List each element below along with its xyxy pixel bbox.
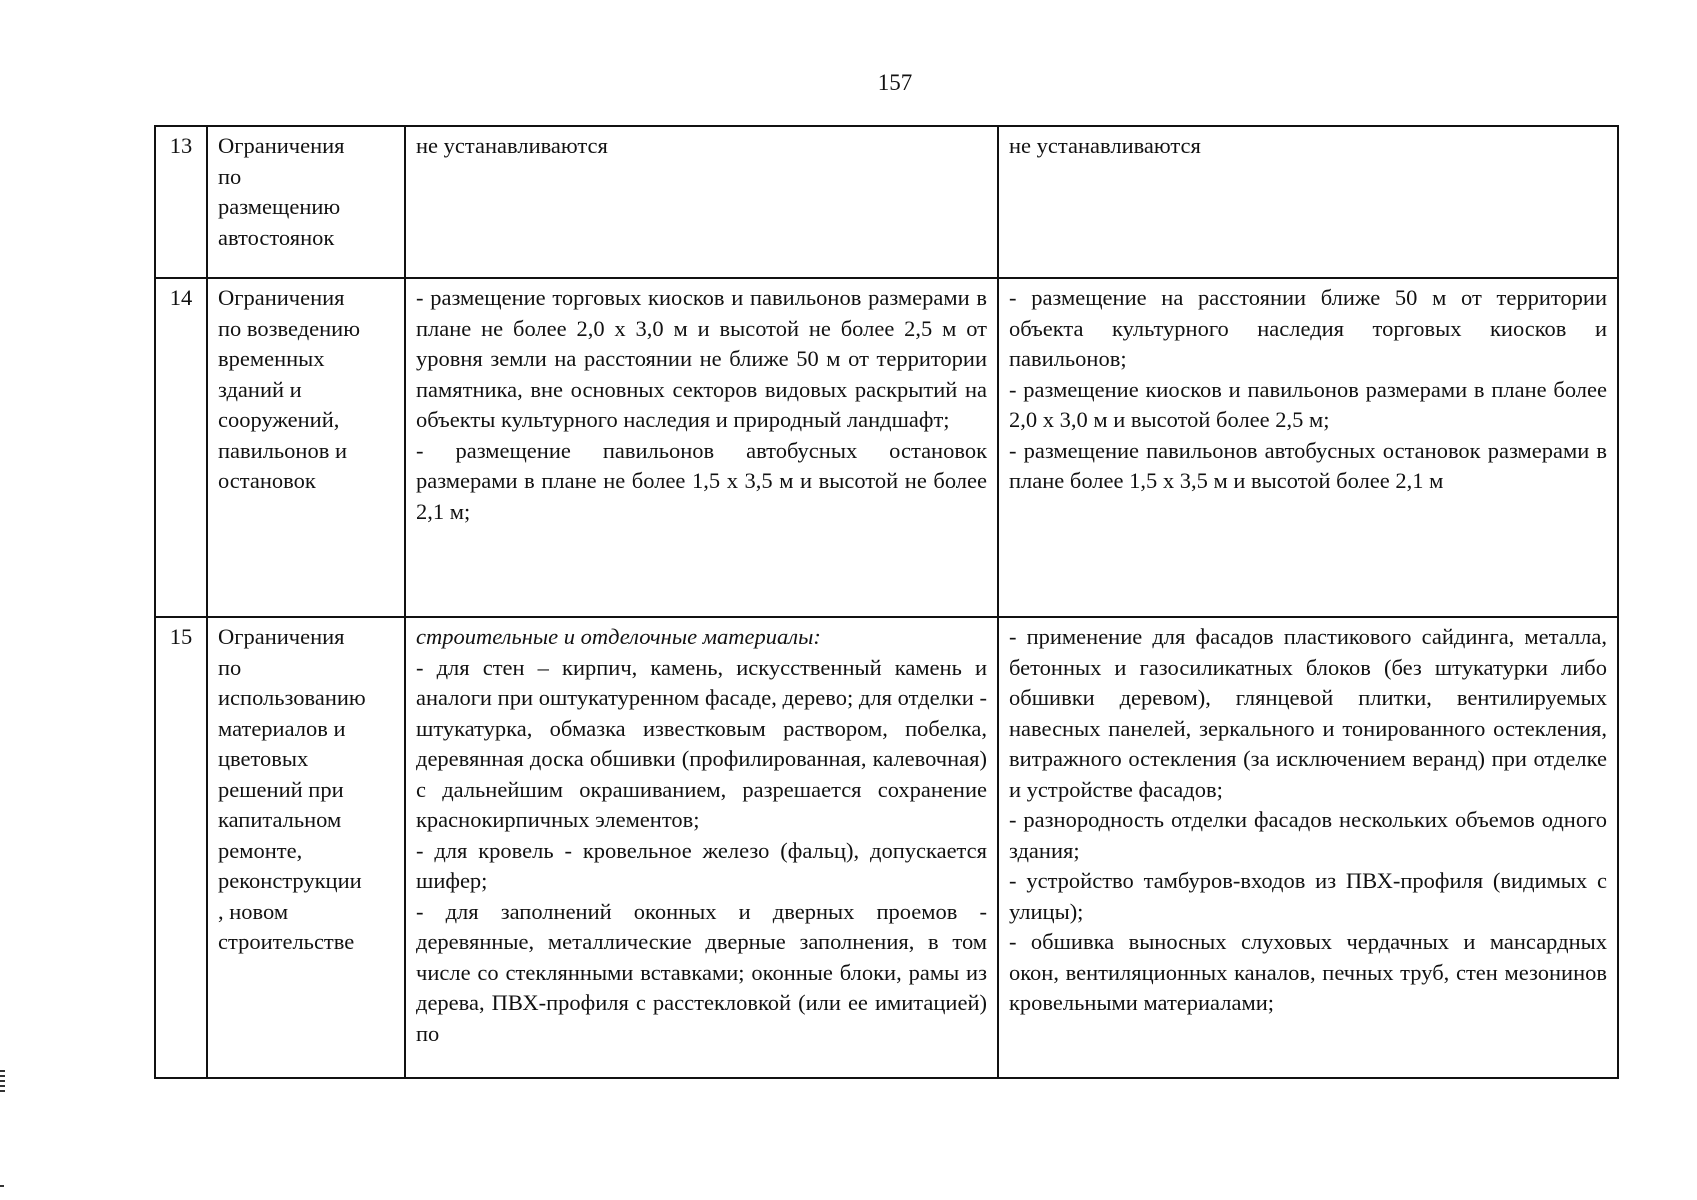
prohibited-text: не устанавливаются [1009, 133, 1201, 158]
allowed-text: не устанавливаются [416, 133, 608, 158]
allowed-paragraph: - размещение торговых киосков и павильонов размерами в плане не более 2,0 х 3,0 м и высотой не более 2,5 м от уровня земли на расстоянии не ближе 50 м от территории памятника, вне основных секторов видовых раскрытий на объекты культурного наследия и природный ландшафт; [416, 285, 987, 432]
name-line: материалов и [218, 715, 346, 741]
name-line: автостоянок [218, 224, 335, 250]
allowed-paragraph: - для стен – кирпич, камень, искусственный камень и аналоги при оштукатуренном фасаде, дерево; для отделки - штукатурка, обмазка известковым раствором, побелка, деревянная доска обшивки (профилированная, калевочная) с дальнейшим окрашиванием, разрешается сохранение краснокирпичных элементов; [416, 654, 987, 832]
table-row-13 [155, 126, 1618, 278]
allowed-cell [405, 126, 998, 278]
restrictions-table [154, 125, 1619, 1079]
name-line: Ограничения [218, 285, 345, 310]
page-number: 157 [877, 70, 913, 95]
restriction-name [207, 278, 405, 617]
table-row-15 [155, 617, 1618, 1078]
name-line: павильонов и [218, 437, 348, 463]
name-line: размещению [218, 194, 341, 219]
name-line: по [218, 163, 242, 189]
name-line: использованию [218, 685, 366, 710]
allowed-paragraph: - для заполнений оконных и дверных проемов - деревянные, металлические дверные заполнения, в том числе со стеклянными вставками; оконные блоки, рамы из дерева, ПВХ-профиля с расстекловкой (или ее имитацией) по [416, 898, 987, 1046]
name-line: реконструкции [218, 868, 362, 893]
row-number: 15 [155, 617, 207, 1078]
name-line: остановок [218, 468, 316, 493]
name-line: сооружений, [218, 407, 340, 432]
row-number: 13 [155, 126, 207, 278]
prohibited-paragraph: - применение для фасадов пластикового сайдинга, металла, бетонных и газосиликатных блоков (без штукатурки либо обшивки деревом), глянцевой плитки, вентилируемых навесных панелей, зеркального и тонированного остекления, витражного остекления (за исключением веранд) при отделке и устройстве фасадов; [1009, 624, 1607, 802]
name-line: временных [218, 346, 325, 371]
materials-heading: строительные и отделочные материалы: [416, 624, 821, 649]
name-line: , новом [218, 898, 289, 924]
row-number: 14 [155, 278, 207, 617]
prohibited-paragraph: - разнородность отделки фасадов нескольких объемов одного здания; [1009, 807, 1607, 863]
name-line: Ограничения [218, 133, 345, 158]
margin-marks [0, 1070, 6, 1095]
table-row-14 [155, 278, 1618, 617]
name-line: капитальном [218, 807, 342, 832]
name-line: цветовых [218, 746, 309, 771]
name-line: по [218, 654, 242, 680]
name-line: ремонте, [218, 837, 303, 863]
name-line: Ограничения [218, 624, 345, 649]
allowed-cell [405, 617, 998, 1078]
restriction-name [207, 617, 405, 1078]
prohibited-paragraph: - обшивка выносных слуховых чердачных и мансардных окон, вентиляционных каналов, печных труб, стен мезонинов кровельными материалами; [1009, 929, 1607, 1015]
name-line: зданий и [218, 376, 302, 402]
allowed-paragraph: - для кровель - кровельное железо (фальц), допускается шифер; [416, 837, 987, 893]
name-line: по возведению [218, 315, 361, 341]
name-line: строительстве [218, 929, 355, 954]
prohibited-paragraph: - размещение киосков и павильонов размерами в плане более 2,0 х 3,0 м и высотой более 2,5 м; [1009, 376, 1607, 432]
prohibited-paragraph: - размещение павильонов автобусных остановок размерами в плане более 1,5 х 3,5 м и высотой более 2,1 м [1009, 437, 1607, 493]
prohibited-cell [998, 617, 1618, 1078]
prohibited-paragraph: - размещение на расстоянии ближе 50 м от территории объекта культурного наследия торговых киосков и павильонов; [1009, 285, 1607, 371]
prohibited-cell [998, 126, 1618, 278]
prohibited-cell [998, 278, 1618, 617]
margin-tick [0, 1185, 4, 1187]
allowed-paragraph: - размещение павильонов автобусных остановок размерами в плане не более 1,5 х 3,5 м и высотой не более 2,1 м; [416, 437, 987, 524]
restriction-name [207, 126, 405, 278]
allowed-cell [405, 278, 998, 617]
name-line: решений при [218, 776, 344, 802]
prohibited-paragraph: - устройство тамбуров-входов из ПВХ-профиля (видимых с улицы); [1009, 868, 1607, 924]
